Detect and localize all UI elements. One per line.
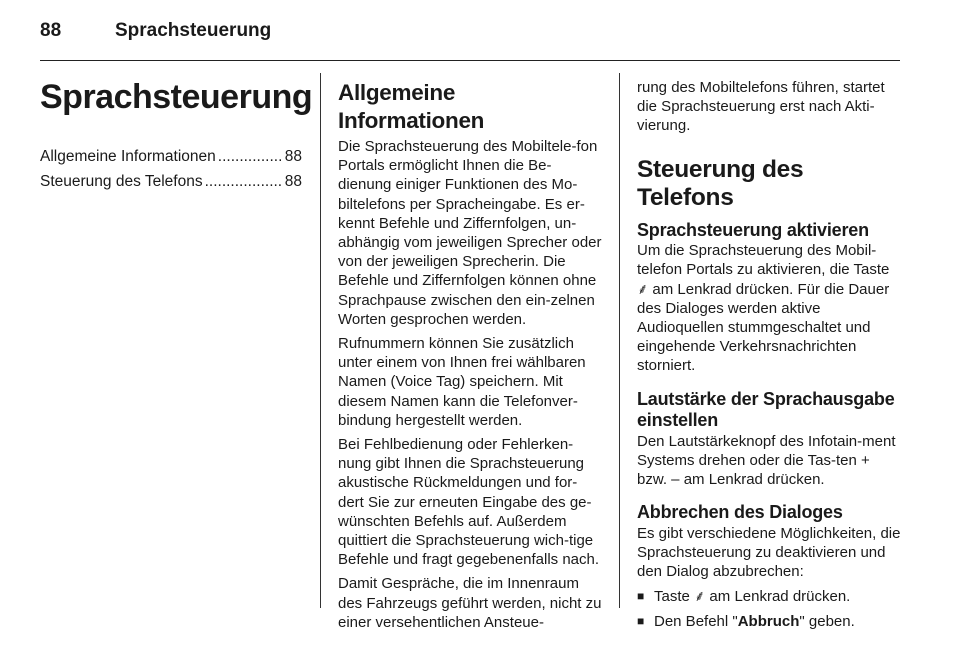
list-item-text: Taste ⸙ am Lenkrad drücken. <box>654 588 851 606</box>
column-divider <box>619 73 620 608</box>
chapter-title: Sprachsteuerung <box>40 78 313 116</box>
bullet-icon: ■ <box>637 614 645 629</box>
page-number: 88 <box>40 20 62 41</box>
paragraph: Den Lautstärkeknopf des Infotain-ment Systems drehen oder die Tas-ten + bzw. – am Lenkrad drücken. <box>637 432 896 488</box>
paragraph: Es gibt verschiedene Möglichkeiten, die Sprachsteuerung zu deaktivieren und den Dialog abzubrechen: <box>637 524 901 581</box>
column-phone <box>637 78 902 645</box>
toc-entry-label: Steuerung des Telefons <box>40 172 203 190</box>
list-text-part: " geben. <box>799 613 855 631</box>
subsection-heading: Lautstärke der Sprachausgabe einstellen <box>637 388 895 431</box>
column-toc <box>40 75 313 194</box>
column-divider <box>320 73 321 608</box>
subsection-volume <box>637 389 902 490</box>
section-heading: Steuerung des Telefons <box>637 155 804 211</box>
subsection-heading: Abbrechen des Dialoges <box>637 502 843 523</box>
command-keyword: Abbruch <box>737 613 800 631</box>
section-heading: Allgemeine Informationen <box>338 80 485 133</box>
toc-entry-page: 88 <box>284 172 302 190</box>
toc-entry[interactable] <box>40 145 302 170</box>
table-of-contents <box>40 145 302 194</box>
bullet-icon: ■ <box>637 589 645 604</box>
toc-leader <box>205 170 283 195</box>
list-text-part: Den Befehl " <box>654 613 738 631</box>
paragraph: Damit Gespräche, die im Innenraum des Fahrzeugs geführt werden, nicht zu einer versehentlichen Ansteue- <box>338 575 602 631</box>
list-item-text <box>654 612 855 631</box>
paragraph: Die Sprachsteuerung des Mobiltele-fon Portals ermöglicht Ihnen die Be-dienung einiger Funktionen des Mo-biltelefons per Spracheingabe. Es er-kennt Befehle und Ziffernfolgen, un-abhängig vom jeweiligen Sprecher oder von der jeweiligen Sprecherin. Die Befehle und Ziffernfolgen können ohne Sprachpause zwischen den ein-zelnen Worten gesprochen werden. <box>338 138 602 328</box>
subsection-heading: Sprachsteuerung aktivieren <box>637 219 869 240</box>
subsection-cancel <box>637 502 902 632</box>
toc-leader <box>218 145 283 170</box>
bullet-list <box>637 587 902 631</box>
toc-entry-page: 88 <box>284 148 302 165</box>
list-item <box>637 587 902 606</box>
paragraph-continued: rung des Mobiltelefons führen, startet die Sprachsteuerung erst nach Akti-vierung. <box>637 79 885 135</box>
running-title: Sprachsteuerung <box>115 20 272 41</box>
paragraph: Rufnummern können Sie zusätzlich unter einem von Ihnen frei wählbaren Namen (Voice Tag) speichern. Mit diesem Namen kann die Telefonver-bindung hergestellt werden. <box>338 335 586 429</box>
toc-entry[interactable] <box>40 170 302 195</box>
paragraph: Um die Sprachsteuerung des Mobil-telefon Portals zu aktivieren, die Taste ⸙ am Lenkrad drücken. Für die Dauer des Dialoges werden aktive Audioquellen stummgeschaltet und eingehende Verkehrsnachrichten storniert. <box>637 242 890 375</box>
page-header <box>40 20 900 50</box>
subsection-activate <box>637 220 902 376</box>
toc-entry-label: Allgemeine Informationen <box>40 148 216 165</box>
list-item <box>637 612 902 631</box>
paragraph: Bei Fehlbedienung oder Fehlerken-nung gibt Ihnen die Sprachsteuerung akustische Rückmeldungen und for-dert Sie zur erneuten Eingabe des ge-wünschten Befehls auf. Außerdem quittiert die Sprachsteuerung wich-tige Befehle und fragt gegebenenfalls nach. <box>338 436 600 569</box>
column-general <box>338 75 603 637</box>
header-rule <box>40 60 900 61</box>
